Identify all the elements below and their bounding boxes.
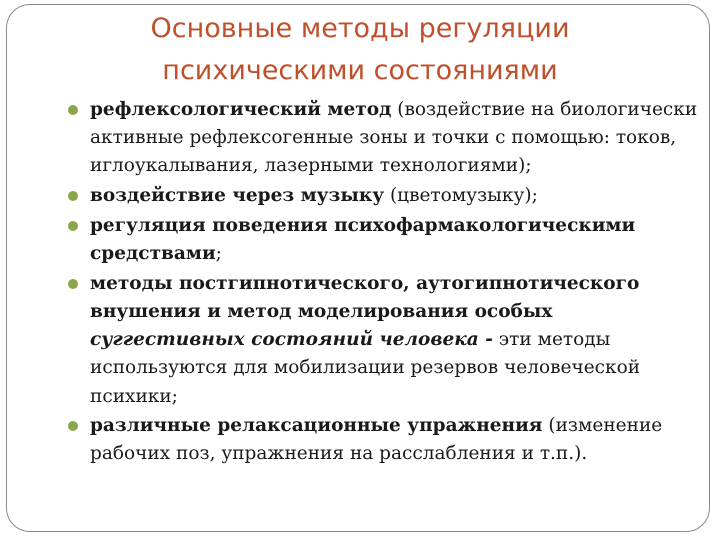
item-term: рефлексологический метод bbox=[90, 99, 392, 120]
list-item bbox=[64, 212, 704, 268]
bullet-icon bbox=[68, 279, 78, 289]
item-term: воздействие через музыку bbox=[90, 185, 385, 207]
item-description: (воздействие на биологически активные рефлексогенные зоны и точки с помощью: токов, иглоукалывания, лазерными технологиями); bbox=[90, 99, 698, 177]
title-line-1: Основные методы регуляции bbox=[150, 13, 570, 44]
bullet-icon bbox=[68, 221, 78, 231]
slide-title bbox=[40, 8, 680, 92]
item-term: методы постгипнотического, аутогипнотического внушения и метод моделирования особых bbox=[90, 272, 640, 322]
item-description: (изменение рабочих поз, упражнения на расслабления и т.п.). bbox=[90, 415, 663, 465]
list-item bbox=[64, 270, 704, 411]
list-item bbox=[64, 182, 704, 210]
methods-list bbox=[64, 96, 704, 540]
item-term: регуляция поведения психофармакологическими средствами bbox=[90, 214, 636, 265]
item-description: ; bbox=[215, 243, 222, 265]
item-term-italic: суггестивных состояний человека - bbox=[90, 329, 493, 351]
list-item bbox=[64, 412, 704, 468]
title-line-2: психическими состояниями bbox=[162, 55, 558, 86]
bullet-icon bbox=[68, 105, 78, 115]
bullet-icon bbox=[68, 421, 78, 431]
bullet-icon bbox=[68, 191, 78, 201]
item-term: различные релаксационные упражнения bbox=[90, 415, 543, 437]
item-description: эти методы используются для мобилизации резервов человеческой психики; bbox=[90, 329, 641, 407]
list-item bbox=[64, 96, 704, 181]
item-description: (цветомузыку); bbox=[384, 185, 538, 207]
